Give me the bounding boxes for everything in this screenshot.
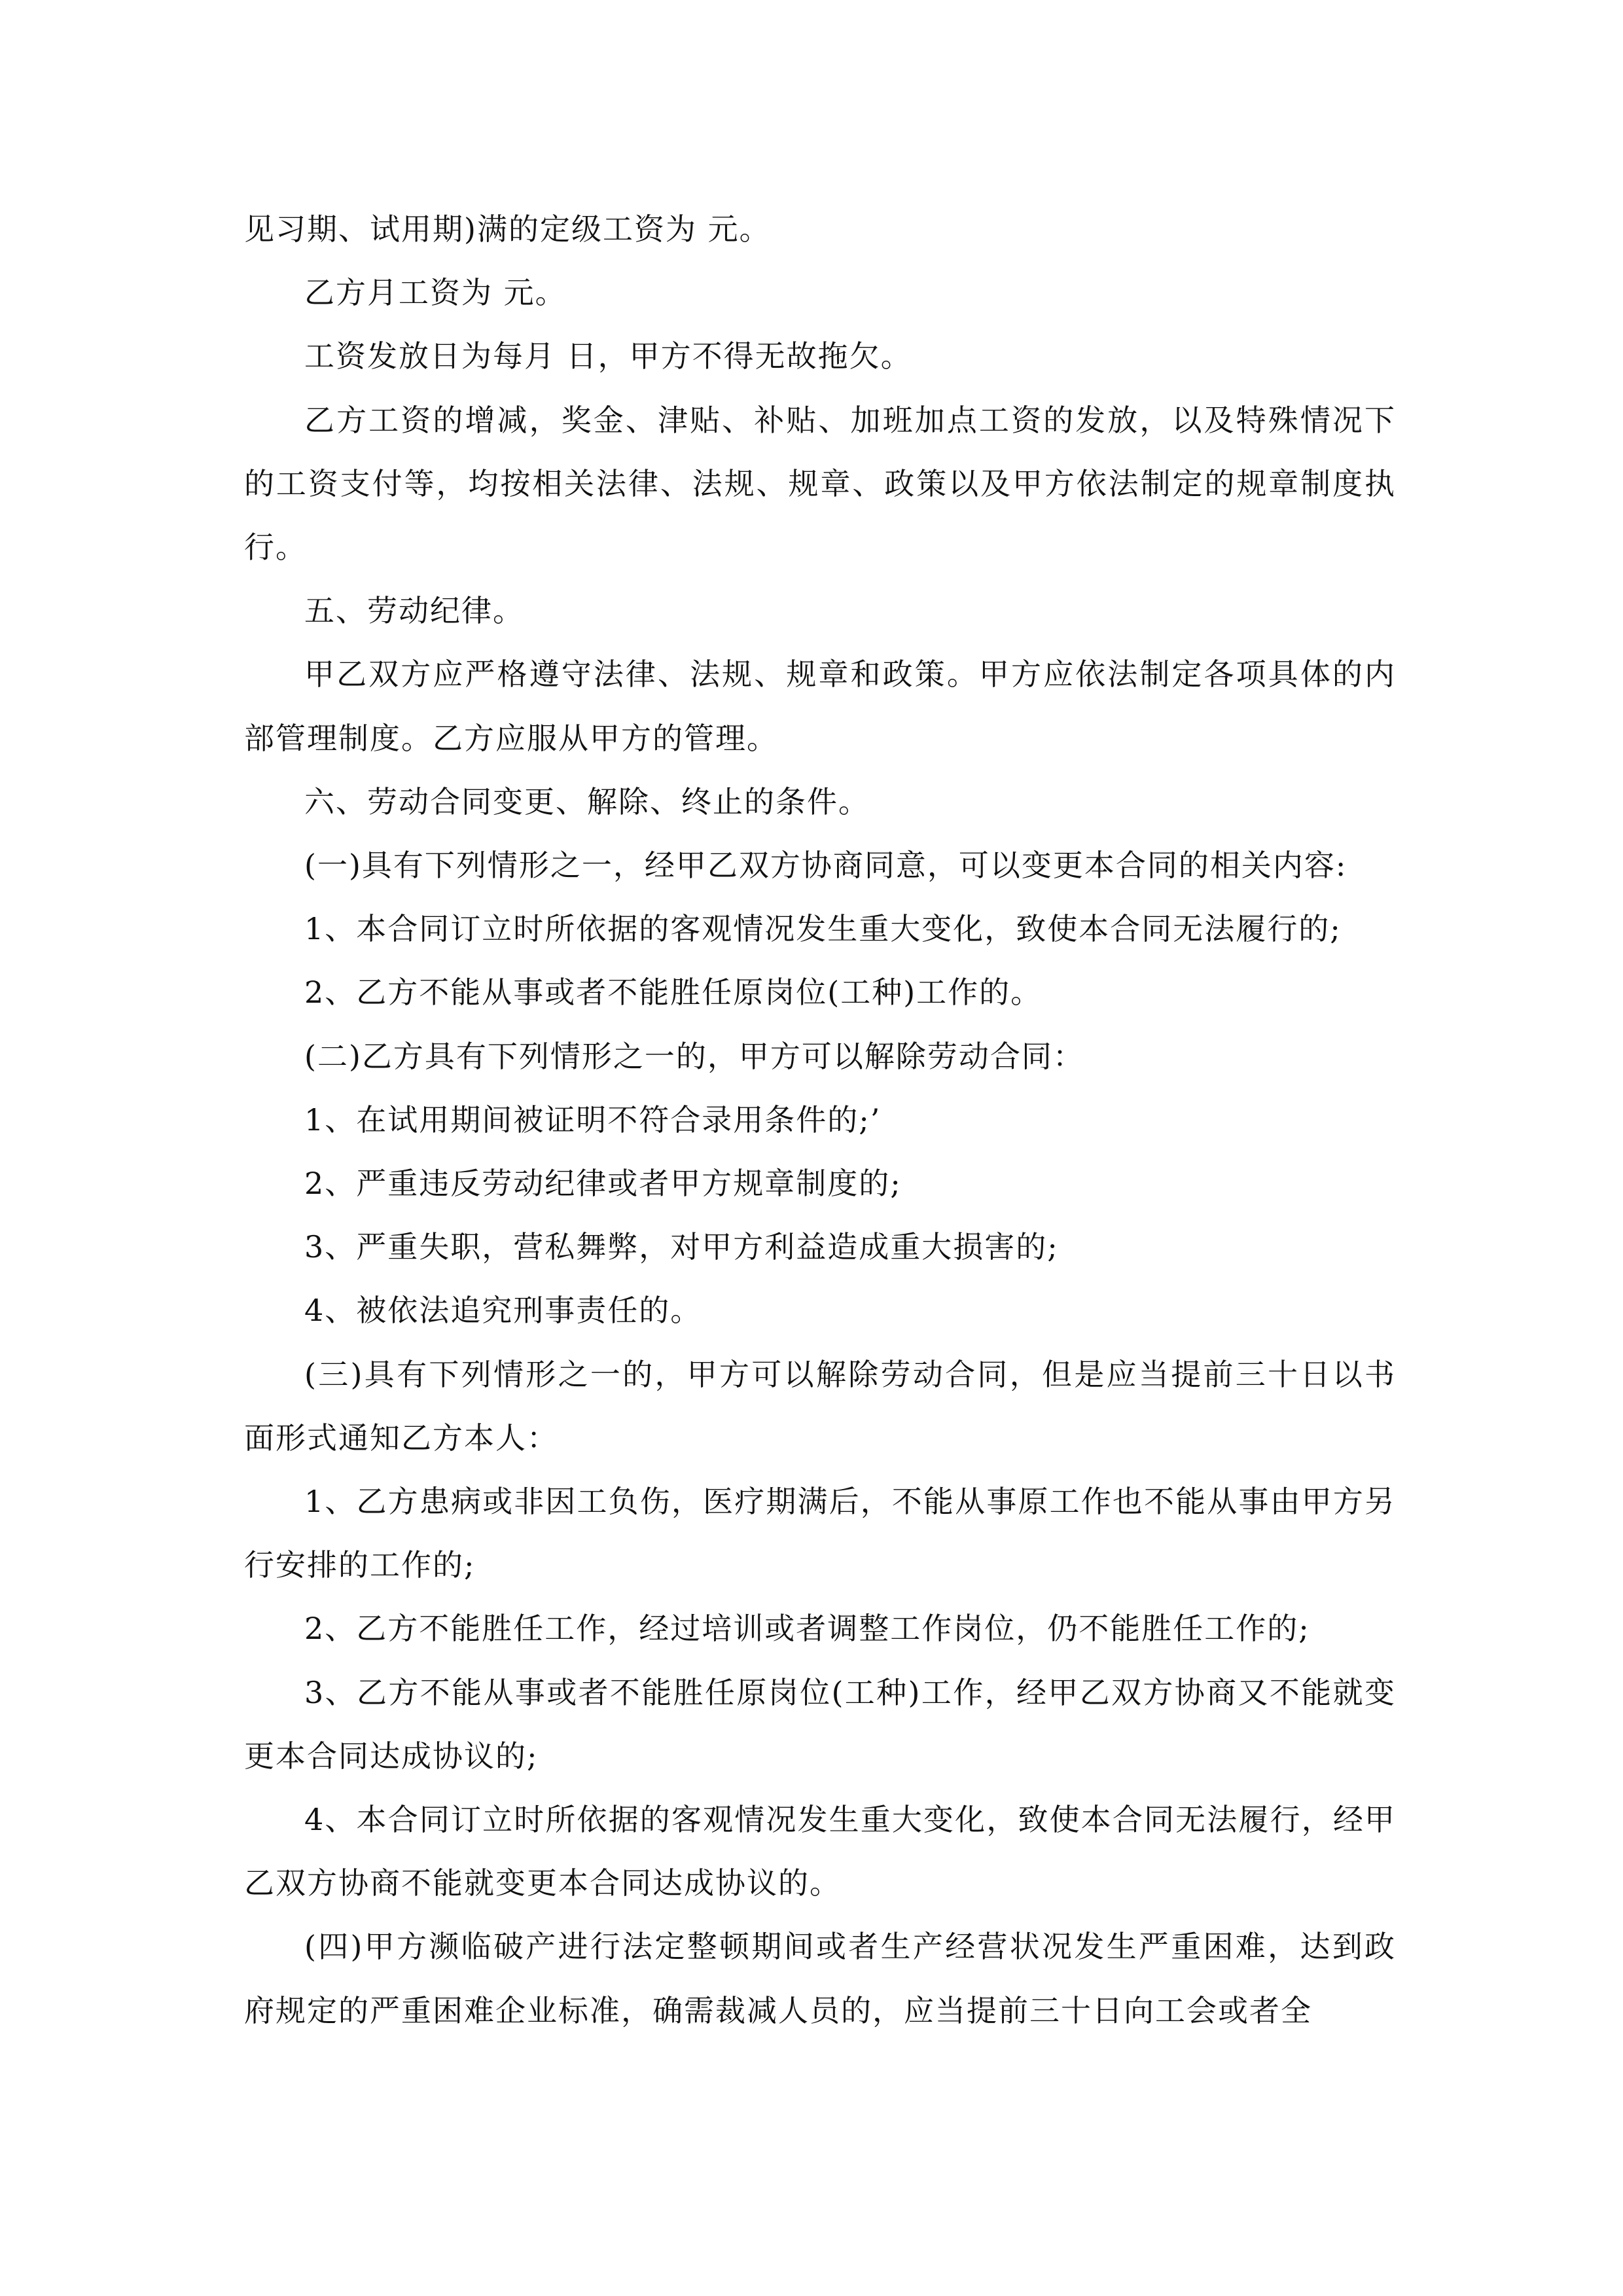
list-item-termination-4: 4、被依法追究刑事责任的。 bbox=[304, 1293, 702, 1329]
paragraph-wage-adjustment: 乙方工资的增减，奖金、津贴、补贴、加班加点工资的发放，以及特殊情况下的工资支付等，均按相关法律、法规、规章、政策以及甲方依法制定的规章制度执行。 bbox=[244, 402, 1396, 565]
clause-3-notice-termination: (三)具有下列情形之一的，甲方可以解除劳动合同，但是应当提前三十日以书面形式通知乙方本人： bbox=[244, 1356, 1396, 1456]
section-heading-contract-change: 六、劳动合同变更、解除、终止的条件。 bbox=[304, 783, 870, 819]
list-item-notice-4: 4、本合同订立时所依据的客观情况发生重大变化，致使本合同无法履行，经甲乙双方协商不能就变更本合同达成协议的。 bbox=[244, 1802, 1396, 1901]
list-item-notice-1: 1、乙方患病或非因工负伤，医疗期满后，不能从事原工作也不能从事由甲方另行安排的工作的; bbox=[244, 1484, 1396, 1583]
clause-1-change-conditions: (一)具有下列情形之一，经甲乙双方协商同意，可以变更本合同的相关内容: bbox=[304, 848, 1347, 884]
list-item-termination-3: 3、严重失职，营私舞弊，对甲方利益造成重大损害的; bbox=[304, 1229, 1059, 1265]
section-heading-labor-discipline: 五、劳动纪律。 bbox=[304, 593, 524, 629]
clause-2-termination: (二)乙方具有下列情形之一的，甲方可以解除劳动合同： bbox=[304, 1038, 1084, 1074]
paragraph-monthly-wage: 乙方月工资为 元。 bbox=[304, 275, 567, 311]
document-body bbox=[244, 198, 1396, 2043]
clause-4-layoff: (四)甲方濒临破产进行法定整顿期间或者生产经营状况发生严重困难，达到政府规定的严重困难企业标准，确需裁减人员的，应当提前三十日向工会或者全 bbox=[244, 1929, 1396, 2028]
paragraph-payday: 工资发放日为每月 日，甲方不得无故拖欠。 bbox=[304, 338, 912, 374]
paragraph-probation-wage: 见习期、试用期)满的定级工资为 元。 bbox=[244, 211, 771, 247]
list-item-notice-2: 2、乙方不能胜任工作，经过培训或者调整工作岗位，仍不能胜任工作的; bbox=[304, 1611, 1310, 1647]
paragraph-discipline-rules: 甲乙双方应严格遵守法律、法规、规章和政策。甲方应依法制定各项具体的内部管理制度。乙方应服从甲方的管理。 bbox=[244, 656, 1396, 756]
list-item-termination-1: 1、在试用期间被证明不符合录用条件的;’ bbox=[304, 1102, 882, 1138]
list-item-change-2: 2、乙方不能从事或者不能胜任原岗位(工种)工作的。 bbox=[304, 975, 1043, 1011]
list-item-termination-2: 2、严重违反劳动纪律或者甲方规章制度的; bbox=[304, 1166, 902, 1202]
list-item-notice-3: 3、乙方不能从事或者不能胜任原岗位(工种)工作，经甲乙双方协商又不能就变更本合同达成协议的; bbox=[244, 1674, 1396, 1774]
list-item-change-1: 1、本合同订立时所依据的客观情况发生重大变化，致使本合同无法履行的; bbox=[304, 911, 1342, 947]
